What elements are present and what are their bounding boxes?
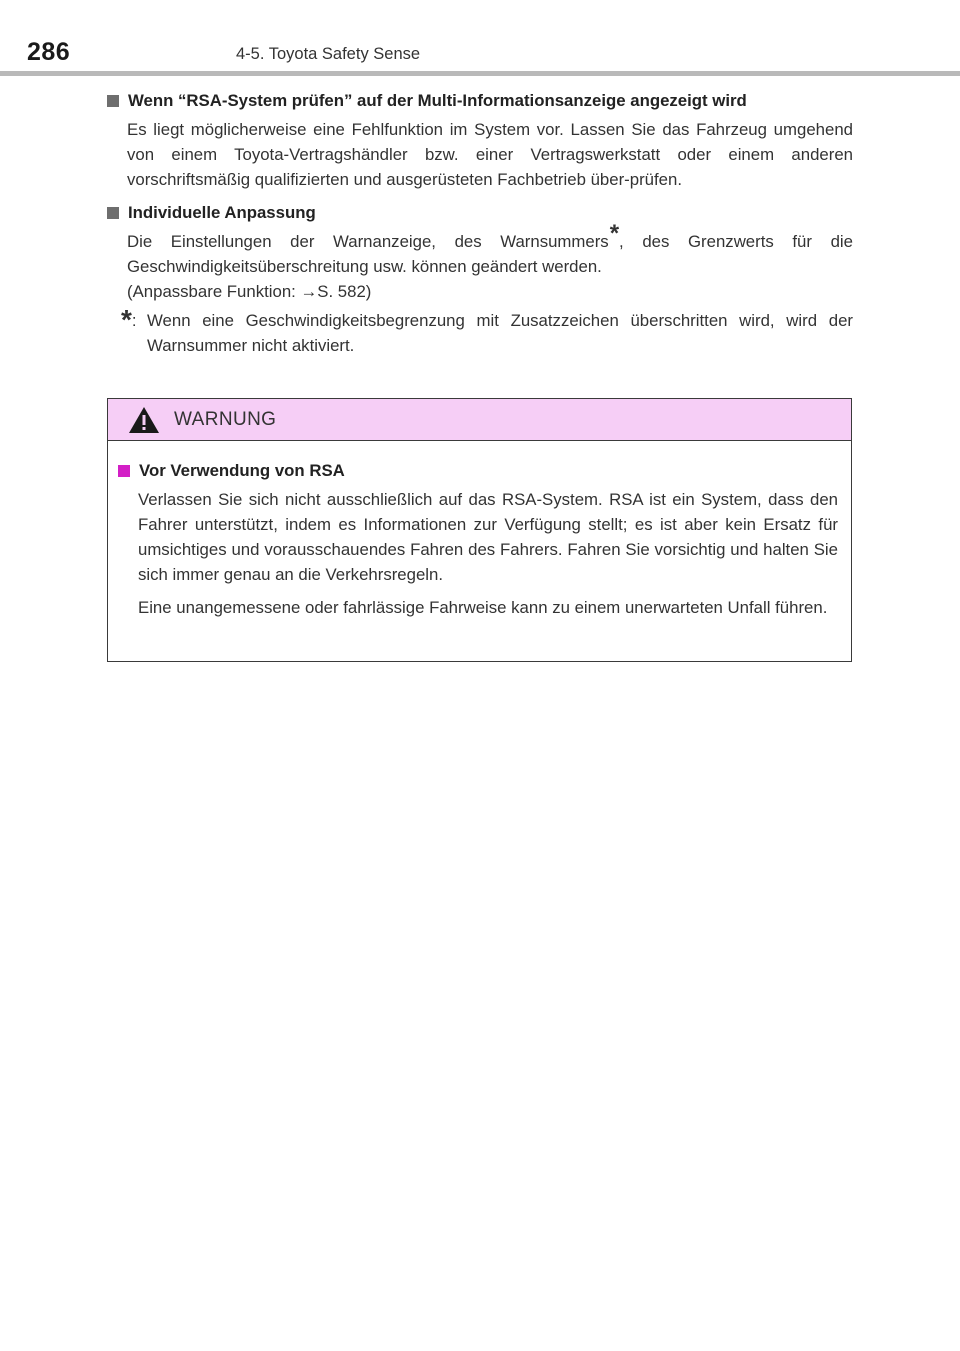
page-number: 286 — [27, 38, 71, 66]
section-rsa-check — [107, 88, 853, 192]
warning-header — [108, 399, 851, 441]
warning-triangle-icon — [128, 406, 160, 434]
main-content — [107, 88, 853, 358]
warning-title: WARNUNG — [174, 408, 277, 430]
warning-paragraph: Verlassen Sie sich nicht ausschließlich auf das RSA-System. RSA ist ein System, dass den Fahrer unterstützt, indem es Informationen zur Verfügung stellt; es ist aber kein Ersatz für umsichtiges und vorausschauendes Fahren des Fahrers. Fahren Sie vorsichtig und halten Sie sich immer genau an die Verkehrsregeln. — [138, 490, 838, 584]
footnote-text: Wenn eine Geschwindigkeitsbegrenzung mit Zusatzzeichen überschritten wird, wird der Warnsummer nicht aktiviert. — [147, 311, 853, 355]
page-reference: (Anpassbare Funktion: →S. 582) — [127, 282, 372, 301]
chapter-title: 4-5. Toyota Safety Sense — [236, 45, 421, 63]
section-heading: Individuelle Anpassung — [128, 203, 316, 222]
section-square-icon — [107, 207, 119, 219]
footnote-star: * — [609, 220, 620, 247]
section-customization — [107, 200, 853, 304]
page-header — [0, 0, 960, 80]
warning-body — [108, 441, 851, 620]
body-text-part: , des Grenzwerts für die Geschwindigkeitsüberschreitung usw. können geändert werden. — [127, 232, 853, 276]
section-body — [127, 220, 853, 304]
section-heading: Wenn “RSA-System prüfen” auf der Multi-Informationsanzeige angezeigt wird — [128, 91, 747, 110]
section-square-icon — [107, 95, 119, 107]
warning-box — [107, 398, 852, 662]
warning-square-icon — [118, 465, 130, 477]
section-body: Es liegt möglicherweise eine Fehlfunktion im System vor. Lassen Sie das Fahrzeug umgehend von einem Toyota-Vertragshändler bzw. einer Vertragswerkstatt oder einem anderen vorschriftsmäßig qualifizierten und ausgerüsteten Fachbetrieb über-prüfen. — [127, 120, 853, 189]
footnote — [107, 304, 853, 358]
warning-heading: Vor Verwendung von RSA — [139, 461, 345, 480]
footnote-mark: * — [121, 304, 132, 335]
warning-paragraph: Eine unangemessene oder fahrlässige Fahrweise kann zu einem unerwarteten Unfall führen. — [138, 598, 828, 617]
footnote-colon: : — [131, 311, 137, 330]
body-text-part: Die Einstellungen der Warnanzeige, des Warnsummers — [127, 232, 609, 251]
header-rule — [0, 71, 960, 76]
